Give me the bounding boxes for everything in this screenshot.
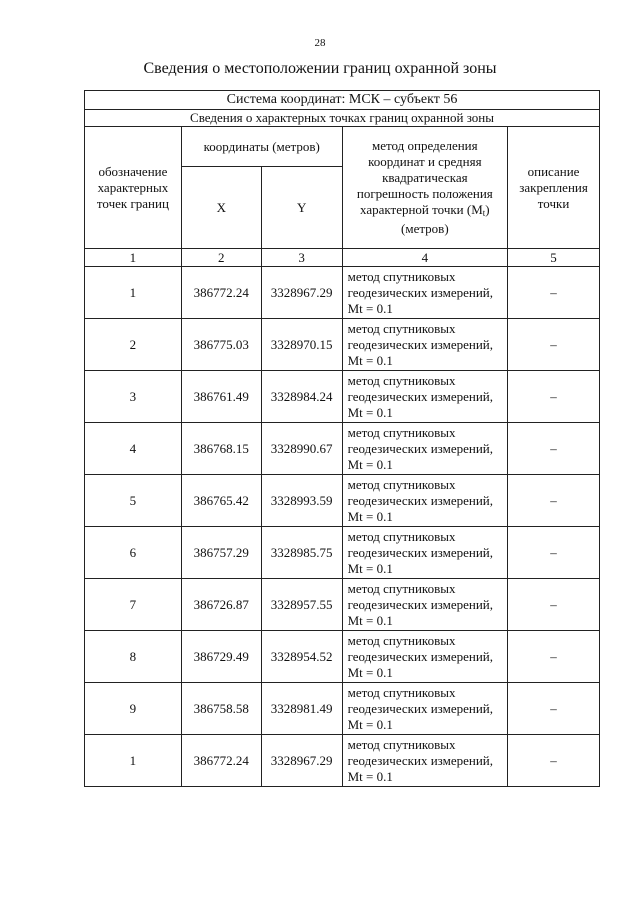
document-title: Сведения о местоположении границ охранной зоны	[143, 60, 497, 77]
boundary-points-table	[84, 90, 600, 787]
table-row	[85, 319, 600, 371]
column-number: 3	[261, 249, 342, 267]
y-coordinate-cell: 3328990.67	[261, 423, 342, 475]
y-coordinate-cell: 3328967.29	[261, 267, 342, 319]
y-coordinate-cell: 3328967.29	[261, 735, 342, 787]
point-designation-cell: 2	[85, 319, 182, 371]
x-coordinate-cell: 386772.24	[181, 267, 261, 319]
description-cell: –	[508, 683, 600, 735]
table-row	[85, 423, 600, 475]
x-coordinate-cell: 386757.29	[181, 527, 261, 579]
coordinate-system-title: Система координат: МСК – субъект 56	[85, 91, 600, 110]
x-coordinate-cell: 386758.58	[181, 683, 261, 735]
y-coordinate-cell: 3328984.24	[261, 371, 342, 423]
header-y: Y	[261, 167, 342, 249]
description-cell: –	[508, 631, 600, 683]
point-designation-cell: 4	[85, 423, 182, 475]
method-cell: метод спутниковых геодезических измерений, Mt = 0.1	[342, 683, 507, 735]
header-method-subscript: t	[482, 208, 486, 218]
y-coordinate-cell: 3328981.49	[261, 683, 342, 735]
page-number: 28	[314, 37, 326, 49]
method-cell: метод спутниковых геодезических измерений, Mt = 0.1	[342, 527, 507, 579]
point-designation-cell: 9	[85, 683, 182, 735]
header-x: X	[181, 167, 261, 249]
y-coordinate-cell: 3328954.52	[261, 631, 342, 683]
section-title: Сведения о характерных точках границ охранной зоны	[85, 110, 600, 127]
method-cell: метод спутниковых геодезических измерений, Mt = 0.1	[342, 631, 507, 683]
description-cell: –	[508, 527, 600, 579]
x-coordinate-cell: 386765.42	[181, 475, 261, 527]
description-cell: –	[508, 267, 600, 319]
header-method-units: ) (метров)	[401, 202, 490, 236]
x-coordinate-cell: 386775.03	[181, 319, 261, 371]
y-coordinate-cell: 3328970.15	[261, 319, 342, 371]
x-coordinate-cell: 386726.87	[181, 579, 261, 631]
point-designation-cell: 5	[85, 475, 182, 527]
x-coordinate-cell: 386729.49	[181, 631, 261, 683]
table-row	[85, 475, 600, 527]
description-cell: –	[508, 475, 600, 527]
column-number: 2	[181, 249, 261, 267]
point-designation-cell: 1	[85, 735, 182, 787]
header-point-designation: обозначение характерных точек границ	[85, 127, 182, 249]
header-description: описание закрепления точки	[508, 127, 600, 249]
x-coordinate-cell: 386761.49	[181, 371, 261, 423]
x-coordinate-cell: 386772.24	[181, 735, 261, 787]
point-designation-cell: 3	[85, 371, 182, 423]
y-coordinate-cell: 3328957.55	[261, 579, 342, 631]
table-row	[85, 735, 600, 787]
table-row	[85, 631, 600, 683]
table-row	[85, 267, 600, 319]
table-row	[85, 579, 600, 631]
x-coordinate-cell: 386768.15	[181, 423, 261, 475]
column-numbers-row	[85, 249, 600, 267]
point-designation-cell: 6	[85, 527, 182, 579]
table-row	[85, 371, 600, 423]
point-designation-cell: 7	[85, 579, 182, 631]
point-designation-cell: 1	[85, 267, 182, 319]
column-number: 1	[85, 249, 182, 267]
description-cell: –	[508, 319, 600, 371]
method-cell: метод спутниковых геодезических измерений, Mt = 0.1	[342, 371, 507, 423]
method-cell: метод спутниковых геодезических измерений, Mt = 0.1	[342, 267, 507, 319]
y-coordinate-cell: 3328993.59	[261, 475, 342, 527]
table-row	[85, 527, 600, 579]
method-cell: метод спутниковых геодезических измерений, Mt = 0.1	[342, 475, 507, 527]
header-method	[342, 127, 507, 249]
method-cell: метод спутниковых геодезических измерений, Mt = 0.1	[342, 423, 507, 475]
method-cell: метод спутниковых геодезических измерений, Mt = 0.1	[342, 735, 507, 787]
y-coordinate-cell: 3328985.75	[261, 527, 342, 579]
method-cell: метод спутниковых геодезических измерений, Mt = 0.1	[342, 579, 507, 631]
header-method-text: метод определения координат и средняя квадратическая погрешность положения характерной точки (M	[356, 138, 493, 217]
description-cell: –	[508, 579, 600, 631]
header-coordinates-group: координаты (метров)	[181, 127, 342, 167]
description-cell: –	[508, 735, 600, 787]
column-number: 5	[508, 249, 600, 267]
method-cell: метод спутниковых геодезических измерений, Mt = 0.1	[342, 319, 507, 371]
description-cell: –	[508, 423, 600, 475]
point-designation-cell: 8	[85, 631, 182, 683]
description-cell: –	[508, 371, 600, 423]
table-row	[85, 683, 600, 735]
column-number: 4	[342, 249, 507, 267]
